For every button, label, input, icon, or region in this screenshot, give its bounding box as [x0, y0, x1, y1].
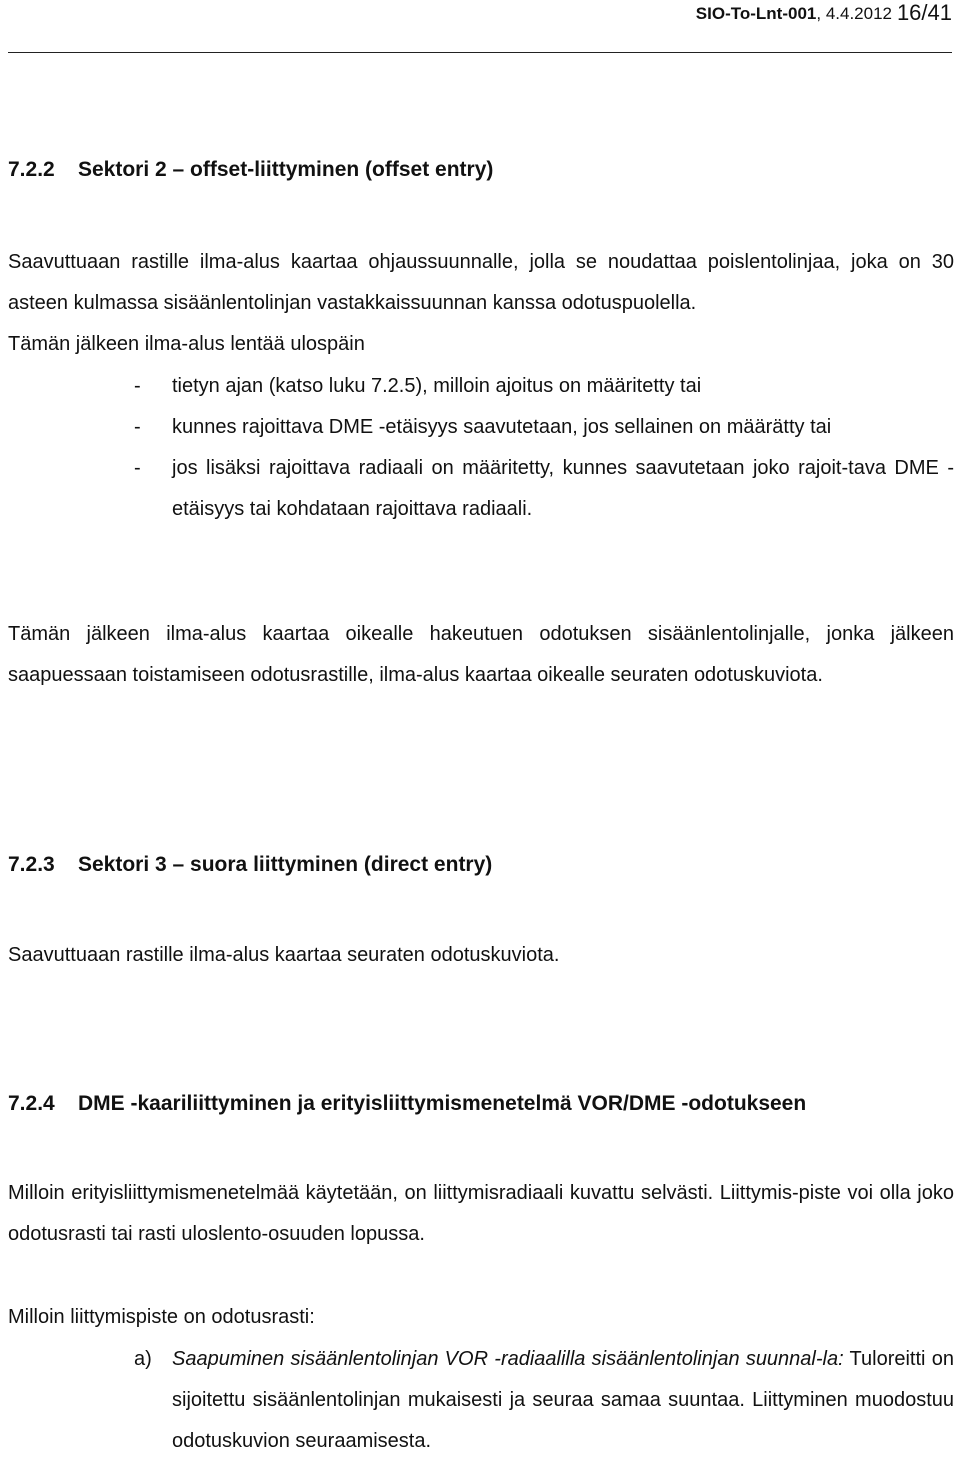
- section-number: 7.2.2: [8, 158, 55, 181]
- section-heading-7-2-4: [8, 1092, 806, 1116]
- header-divider: [8, 52, 952, 53]
- paragraph-intro: Saavuttuaan rastille ilma-alus kaartaa ohjaussuunnalle, jolla se noudattaa poislentolinjaa, joka on 30 asteen kulmassa sisäänlentolinjan vastakkaissuunnan kanssa odotuspuolella.: [8, 251, 954, 314]
- enumerated-list: [134, 1339, 954, 1462]
- bullet-list: [134, 366, 954, 530]
- section-heading-7-2-3: [8, 853, 492, 877]
- list-item: [134, 448, 954, 530]
- list-item-text: tietyn ajan (katso luku 7.2.5), milloin ajoitus on määritetty tai: [172, 375, 702, 397]
- section-title: Sektori 3 – suora liittyminen (direct entry): [78, 853, 493, 876]
- page-number: 16/41: [896, 0, 952, 25]
- section-title: DME -kaariliittyminen ja erityisliittymismenetelmä VOR/DME -odotukseen: [78, 1092, 807, 1115]
- section-number: 7.2.3: [8, 853, 55, 876]
- paragraph-direct-entry: Saavuttuaan rastille ilma-alus kaartaa seuraten odotuskuviota.: [8, 944, 560, 966]
- bullet-dash: -: [134, 375, 141, 397]
- document-code: SIO-To-Lnt-001: [695, 4, 817, 23]
- list-item-text: jos lisäksi rajoittava radiaali on määritetty, kunnes saavutetaan joko rajoit-tava DME -etäisyys tai kohdataan rajoittava radiaali.: [172, 457, 954, 520]
- list-item: [134, 366, 954, 407]
- list-item-text: Tuloreitti on sijoitettu sisäänlentolinjan mukaisesti ja seuraa samaa suuntaa. Liittyminen muodostuu odotuskuvion seuraamisesta.: [172, 1348, 954, 1452]
- section-number: 7.2.4: [8, 1092, 55, 1115]
- bullet-dash: -: [134, 457, 141, 479]
- section-title: Sektori 2 – offset-liittyminen (offset entry): [78, 158, 494, 181]
- paragraph-entry-point: Milloin liittymispiste on odotusrasti:: [8, 1306, 315, 1328]
- list-item-text: kunnes rajoittava DME -etäisyys saavutetaan, jos sellainen on määrätty tai: [172, 416, 832, 438]
- list-item-italic: Saapuminen sisäänlentolinjan VOR -radiaalilla sisäänlentolinjan suunnal-la:: [172, 1348, 844, 1370]
- page-header: [8, 2, 952, 32]
- document-date: , 4.4.2012: [816, 4, 892, 23]
- paragraph-intro-2: Tämän jälkeen ilma-alus lentää ulospäin: [8, 333, 365, 355]
- list-marker: a): [134, 1348, 152, 1370]
- paragraph-after: Tämän jälkeen ilma-alus kaartaa oikealle hakeutuen odotuksen sisäänlentolinjalle, jonka jälkeen saapuessaan toistamiseen odotusrastille, ilma-alus kaartaa oikealle seuraten odotuskuviota.: [8, 623, 954, 686]
- bullet-dash: -: [134, 416, 141, 438]
- document-id: [696, 4, 892, 24]
- list-item-a: [134, 1339, 954, 1462]
- section-heading-7-2-2: [8, 158, 493, 182]
- list-item: [134, 407, 954, 448]
- paragraph-dme-arc: Milloin erityisliittymismenetelmää käytetään, on liittymisradiaali kuvattu selvästi. Liittymis-piste voi olla joko odotusrasti tai rasti uloslento-osuuden lopussa.: [8, 1182, 954, 1245]
